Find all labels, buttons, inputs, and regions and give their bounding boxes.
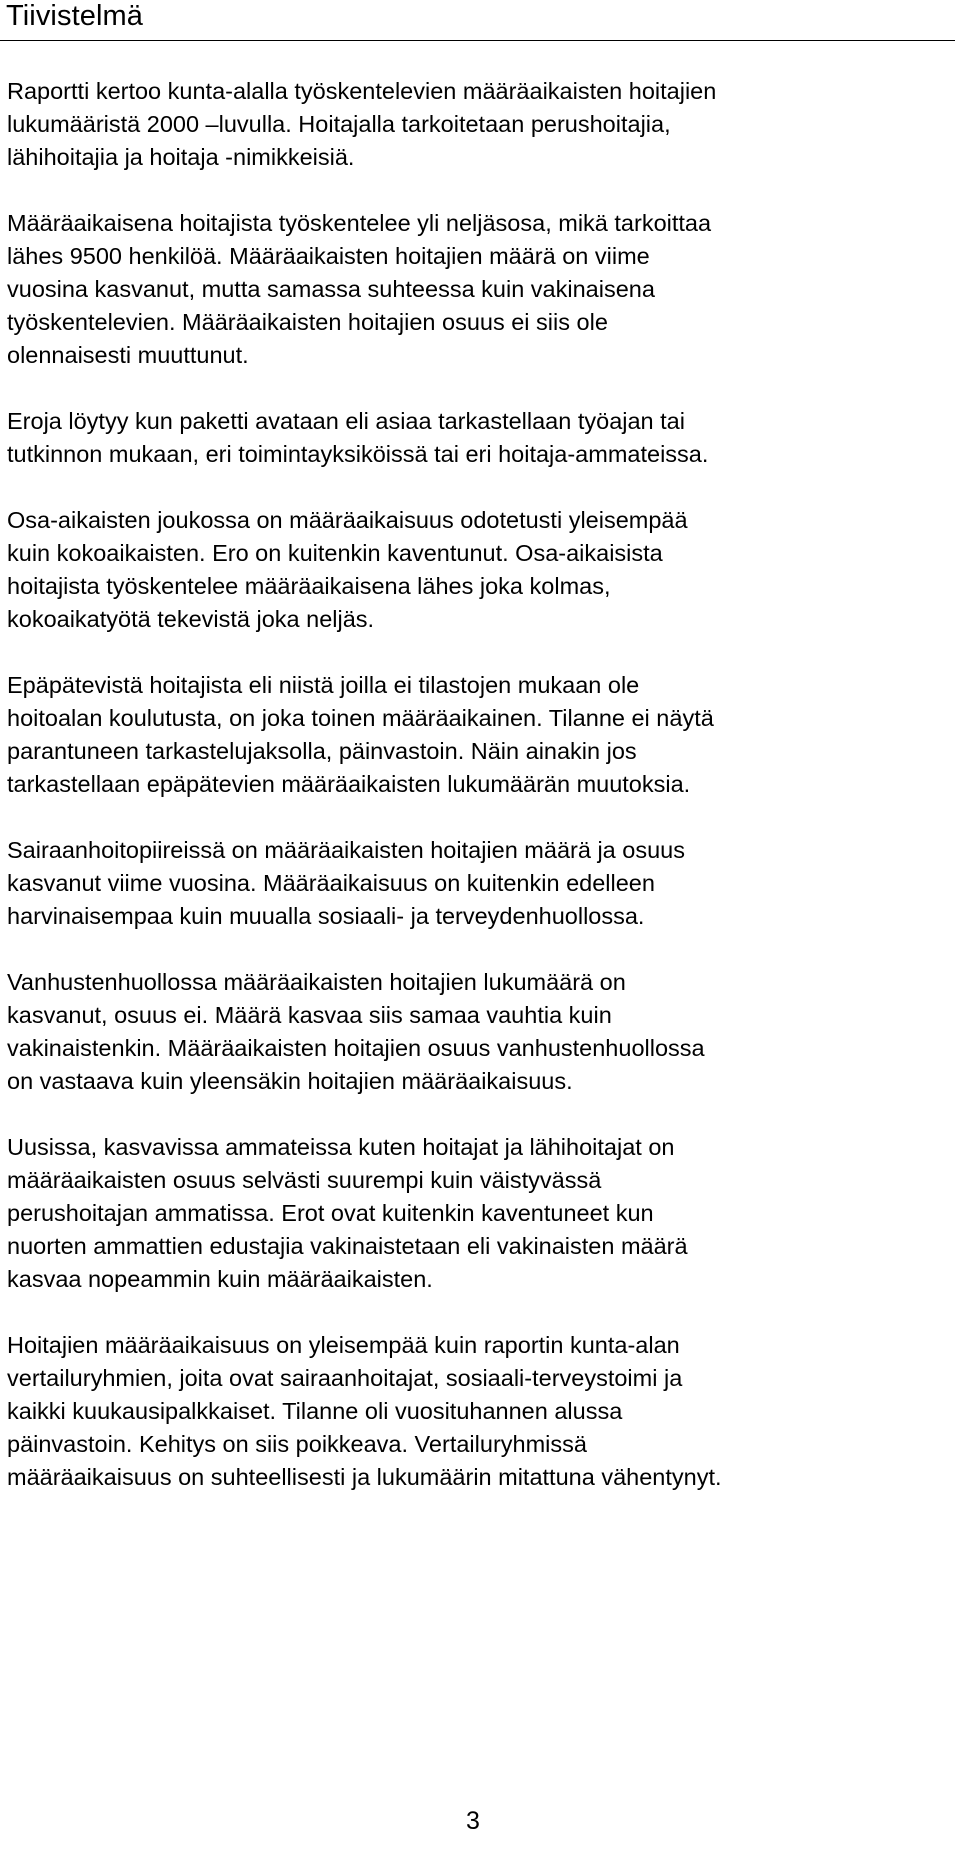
text-line: kokoaikatyötä tekevistä joka neljäs. — [7, 606, 375, 632]
paragraph-hospital-districts — [7, 834, 955, 933]
text-line: Osa-aikaisten joukossa on määräaikaisuus odotetusti yleisempää — [7, 507, 688, 533]
summary-body — [7, 75, 955, 1527]
text-line: vertailuryhmien, joita ovat sairaanhoitajat, sosiaali-terveystoimi ja — [7, 1365, 683, 1391]
paragraph-elderly-care — [7, 966, 955, 1098]
text-line: vakinaistenkin. Määräaikaisten hoitajien osuus vanhustenhuollossa — [7, 1035, 705, 1061]
text-line: nuorten ammattien edustajia vakinaistetaan eli vakinaisten määrä — [7, 1233, 688, 1259]
paragraph-part-time — [7, 504, 955, 636]
page-number: 3 — [466, 1807, 480, 1835]
paragraph-new-professions — [7, 1131, 955, 1296]
text-line: tarkastellaan epäpätevien määräaikaisten lukumäärän muutoksia. — [7, 771, 691, 797]
paragraph-share — [7, 207, 955, 372]
text-line: määräaikaisten osuus selvästi suurempi kuin väistyvässä — [7, 1167, 602, 1193]
text-line: Vanhustenhuollossa määräaikaisten hoitajien lukumäärä on — [7, 969, 626, 995]
text-line: parantuneen tarkastelujaksolla, päinvastoin. Näin ainakin jos — [7, 738, 637, 764]
paragraph-comparison — [7, 1329, 955, 1494]
text-line: määräaikaisuus on suhteellisesti ja lukumäärin mitattuna vähentynyt. — [7, 1464, 722, 1490]
text-line: työskentelevien. Määräaikaisten hoitajien osuus ei siis ole — [7, 309, 608, 335]
text-line: päinvastoin. Kehitys on siis poikkeava. Vertailuryhmissä — [7, 1431, 587, 1457]
text-line: kuin kokoaikaisten. Ero on kuitenkin kaventunut. Osa-aikaisista — [7, 540, 663, 566]
text-line: harvinaisempaa kuin muualla sosiaali- ja terveydenhuollossa. — [7, 903, 645, 929]
text-line: kasvanut viime vuosina. Määräaikaisuus on kuitenkin edelleen — [7, 870, 655, 896]
text-line: Sairaanhoitopiireissä on määräaikaisten hoitajien määrä ja osuus — [7, 837, 685, 863]
text-line: tutkinnon mukaan, eri toimintayksiköissä tai eri hoitaja-ammateissa. — [7, 441, 709, 467]
text-line: lähihoitajia ja hoitaja -nimikkeisiä. — [7, 144, 355, 170]
text-line: hoitoalan koulutusta, on joka toinen määräaikainen. Tilanne ei näytä — [7, 705, 714, 731]
text-line: lähes 9500 henkilöä. Määräaikaisten hoitajien määrä on viime — [7, 243, 650, 269]
text-line: hoitajista työskentelee määräaikaisena lähes joka kolmas, — [7, 573, 611, 599]
paragraph-intro — [7, 75, 955, 174]
text-line: kaikki kuukausipalkkaiset. Tilanne oli vuosituhannen alussa — [7, 1398, 623, 1424]
text-line: perushoitajan ammatissa. Erot ovat kuitenkin kaventuneet kun — [7, 1200, 654, 1226]
page-title: Tiivistelmä — [6, 0, 143, 32]
text-line: Epäpätevistä hoitajista eli niistä joilla ei tilastojen mukaan ole — [7, 672, 640, 698]
paragraph-differences — [7, 405, 955, 471]
text-line: Uusissa, kasvavissa ammateissa kuten hoitajat ja lähihoitajat on — [7, 1134, 675, 1160]
text-line: olennaisesti muuttunut. — [7, 342, 249, 368]
text-line: vuosina kasvanut, mutta samassa suhteessa kuin vakinaisena — [7, 276, 655, 302]
text-line: lukumääristä 2000 –luvulla. Hoitajalla tarkoitetaan perushoitajia, — [7, 111, 671, 137]
text-line: kasvanut, osuus ei. Määrä kasvaa siis samaa vauhtia kuin — [7, 1002, 612, 1028]
text-line: kasvaa nopeammin kuin määräaikaisten. — [7, 1266, 433, 1292]
text-line: on vastaava kuin yleensäkin hoitajien määräaikaisuus. — [7, 1068, 573, 1094]
text-line: Eroja löytyy kun paketti avataan eli asiaa tarkastellaan työajan tai — [7, 408, 685, 434]
text-line: Hoitajien määräaikaisuus on yleisempää kuin raportin kunta-alan — [7, 1332, 680, 1358]
paragraph-unqualified — [7, 669, 955, 801]
text-line: Määräaikaisena hoitajista työskentelee yli neljäsosa, mikä tarkoittaa — [7, 210, 712, 236]
title-underline — [0, 40, 955, 41]
text-line: Raportti kertoo kunta-alalla työskentelevien määräaikaisten hoitajien — [7, 78, 717, 104]
